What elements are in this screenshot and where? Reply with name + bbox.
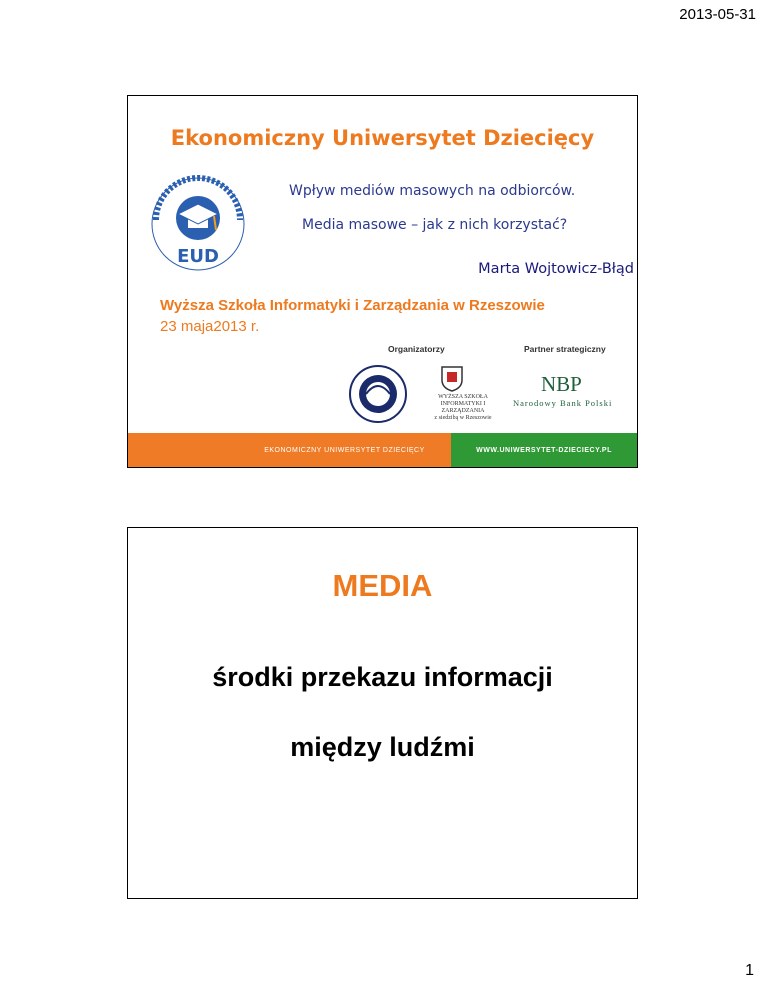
footer-right: WWW.UNIWERSYTET-DZIECIECY.PL — [451, 433, 637, 467]
slide-title: Ekonomiczny Uniwersytet Dziecięcy — [170, 126, 595, 150]
subtitle-1: Wpływ mediów masowych na odbiorców. — [289, 183, 576, 199]
eud-logo — [142, 170, 254, 274]
slide-2 — [127, 527, 638, 899]
page-number: 1 — [745, 962, 754, 979]
partner-label: Partner strategiczny — [524, 344, 606, 354]
slide-title: MEDIA — [332, 568, 433, 603]
event-date: 23 maja2013 r. — [160, 318, 260, 335]
organizers-label: Organizatorzy — [388, 344, 445, 354]
author: Marta Wojtowicz-Błąd — [478, 261, 634, 277]
footer-left: EKONOMICZNY UNIWERSYTET DZIECIĘCY — [128, 433, 451, 467]
wsiz-logo-text: WYŻSZA SZKOŁA INFORMATYKI I ZARZĄDZANIA z siedzibą w Rzeszowie — [434, 394, 492, 421]
foundation-seal-logo — [348, 364, 408, 424]
wsiz-crest-logo — [438, 364, 466, 392]
logo-text: EUD — [177, 246, 219, 267]
slide-text-line-1: środki przekazu informacji — [212, 662, 553, 692]
slide-footer — [128, 433, 637, 467]
page-date: 2013-05-31 — [679, 6, 756, 23]
slide-text-line-2: między ludźmi — [290, 732, 475, 762]
subtitle-2: Media masowe – jak z nich korzystać? — [302, 217, 568, 233]
slide-1 — [127, 95, 638, 468]
nbp-logo: NBP — [541, 372, 582, 396]
school-name: Wyższa Szkoła Informatyki i Zarządzania w Rzeszowie — [160, 297, 545, 314]
nbp-name: Narodowy Bank Polski — [513, 398, 613, 408]
